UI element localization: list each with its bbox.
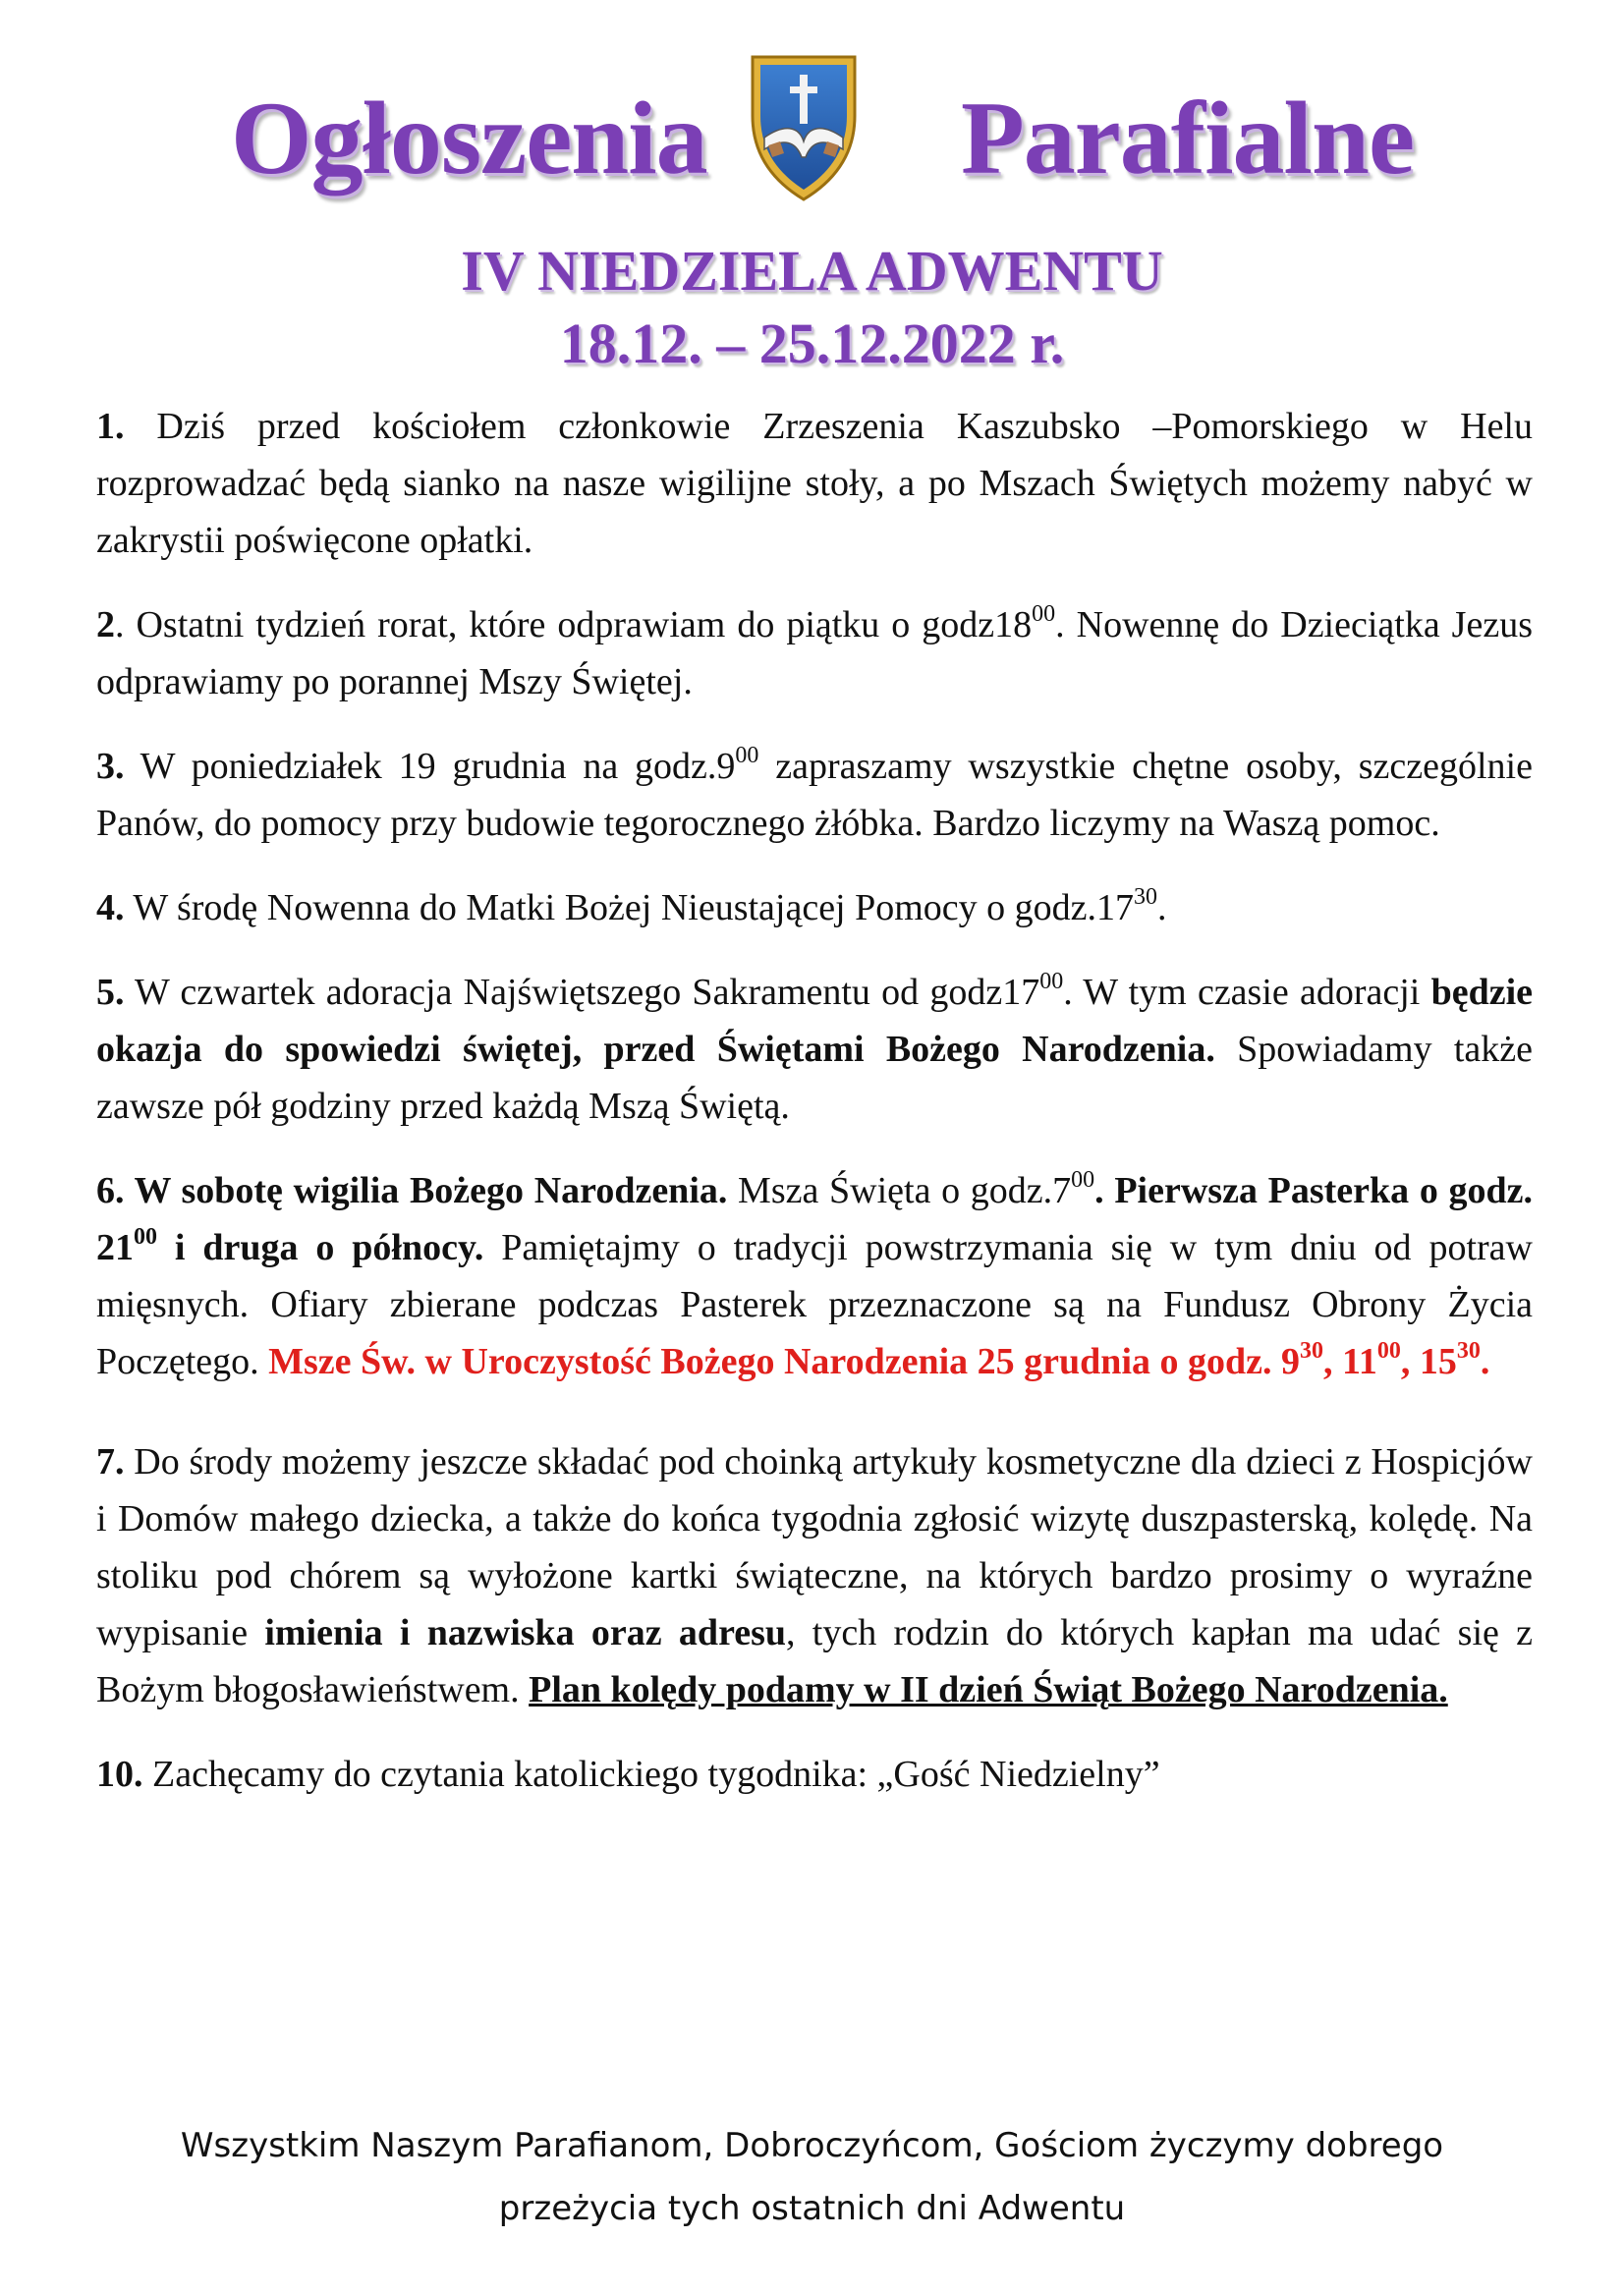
title-left: Ogłoszenia [231, 81, 707, 196]
header [0, 28, 1624, 234]
time-superscript: 30 [1134, 884, 1158, 911]
item-text: , tych rodzin do których kapłan ma udać się z Bożym błogosławieństwem. [96, 1612, 1534, 1710]
announcement-6 [96, 1162, 1533, 1390]
item-text: W środę Nowenna do Matki Bożej Nieustającej Pomocy o godz.17 [124, 887, 1135, 928]
item-number: 1. [96, 406, 125, 447]
time-superscript: 00 [1376, 1338, 1401, 1365]
time-superscript: 00 [735, 743, 759, 769]
time-superscript: 00 [1032, 601, 1056, 628]
item-bold-text: . Pierwsza Pasterka o godz. 21 [96, 1170, 1533, 1268]
item-text: Dziś przed kościołem członkowie Zrzeszenia Kaszubsko –Pomorskiego w Helu rozprowadzać będą sianko na nasze wigilijne stoły, a po Mszach Świętych możemy nabyć w zakrystii poświęcone opłatki. [96, 406, 1533, 561]
subtitle-dates: 18.12. – 25.12.2022 r. [559, 311, 1065, 375]
item-text: . W tym czasie adoracji [1063, 972, 1431, 1013]
item-text: W czwartek adoracja Najświętszego Sakramentu od godz17 [124, 972, 1040, 1013]
title-right: Parafialne [961, 81, 1414, 196]
mass-times-highlight: , 15 [1400, 1341, 1457, 1382]
parish-crest-icon [745, 47, 863, 204]
closing-line-2: przeżycia tych ostatnich dni Adwentu [498, 2189, 1126, 2228]
time-superscript: 30 [1456, 1338, 1481, 1365]
item-bold-text: imienia i nazwiska oraz adresu [264, 1612, 787, 1653]
announcement-4 [96, 879, 1533, 936]
announcement-1 [96, 398, 1533, 569]
time-superscript: 30 [1300, 1338, 1323, 1365]
item-underlined-text: Plan kolędy podamy w II dzień Świąt Bożego Narodzenia. [529, 1669, 1448, 1710]
item-text: W poniedziałek 19 grudnia na godz.9 [124, 746, 736, 787]
item-number: 4. [96, 887, 125, 928]
item-number: 2 [96, 604, 115, 645]
announcement-10 [96, 1746, 1533, 1803]
item-number: 5. [96, 972, 125, 1013]
item-text: Msza Święta o godz.7 [727, 1170, 1072, 1211]
time-superscript: 00 [134, 1224, 157, 1251]
time-superscript: 00 [1071, 1167, 1095, 1194]
item-text: . [1157, 887, 1167, 928]
item-bold-text: będzie okazja do spowiedzi świętej, przed Świętami Bożego Narodzenia. [96, 972, 1533, 1070]
mass-times-highlight: , 11 [1323, 1341, 1377, 1382]
item-text: zapraszamy wszystkie chętne osoby, szczególnie Panów, do pomocy przy budowie tegorocznego żłóbka. Bardzo liczymy na Waszą pomoc. [96, 746, 1533, 844]
closing-wishes [59, 2114, 1565, 2240]
item-text: Pamiętajmy o tradycji powstrzymania się w tym dniu od potraw mięsnych. Ofiary zbierane podczas Pasterek przeznaczone są na Fundusz Obrony Życia Poczętego. [96, 1227, 1533, 1382]
item-text: Do środy możemy jeszcze składać pod choinką artykuły kosmetyczne dla dzieci z Hospicjów i Domów małego dziecka, a także do końca tygodnia zgłosić wizytę duszpasterską, kolędę. Na stoliku pod chórem są wyłożone kartki świąteczne, na których bardzo prosimy o wyraźne wypisanie [96, 1441, 1533, 1653]
mass-times-highlight: Msze Św. w Uroczystość Bożego Narodzenia 25 grudnia o godz. 9 [268, 1341, 1300, 1382]
item-number: 7. [96, 1441, 125, 1483]
time-superscript: 00 [1039, 969, 1064, 995]
item-text: Zachęcamy do czytania katolickiego tygodnika: „Gość Niedzielny” [142, 1754, 1160, 1795]
item-number: 10. [96, 1754, 143, 1795]
item-text: Spowiadamy także zawsze pół godziny przed każdą Mszą Świętą. [96, 1029, 1534, 1127]
closing-line-1: Wszystkim Naszym Parafianom, Dobroczyńcom, Gościom życzymy dobrego [180, 2126, 1444, 2165]
announcement-7 [96, 1433, 1533, 1718]
announcement-2 [96, 596, 1533, 710]
mass-times-highlight: . [1480, 1341, 1490, 1382]
announcement-5 [96, 964, 1533, 1135]
subtitle-sunday: IV NIEDZIELA ADWENTU [461, 239, 1163, 303]
item-number: 3. [96, 746, 125, 787]
announcement-3 [96, 738, 1533, 852]
item-text: . Ostatni tydzień rorat, które odprawiam do piątku o godz18 [115, 604, 1033, 645]
item-text: . Nowennę do Dzieciątka Jezus odprawiamy po porannej Mszy Świętej. [96, 604, 1533, 702]
announcements [96, 398, 1533, 1830]
item-bold-text: i druga o północy. [157, 1227, 484, 1268]
item-bold-text: 6. W sobotę wigilia Bożego Narodzenia. [96, 1170, 728, 1211]
